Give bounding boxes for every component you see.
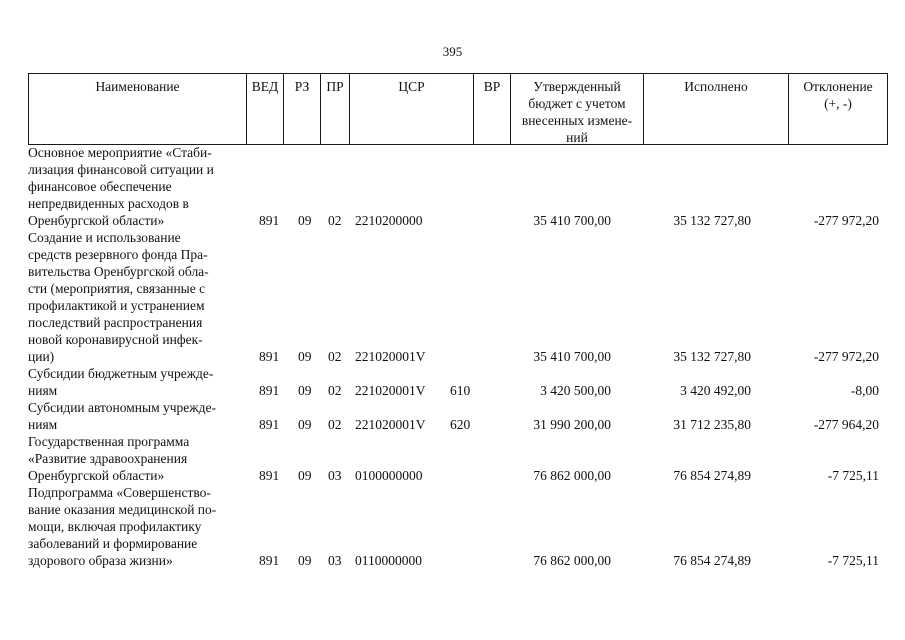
column-header-ved: ВЕД — [247, 74, 284, 144]
row-csr: 221020001V — [355, 417, 426, 432]
table-row — [0, 365, 905, 399]
column-header-vr: ВР — [474, 74, 511, 144]
row-ved: 891 — [259, 349, 280, 364]
row-csr: 0100000000 — [355, 468, 423, 483]
row-deviation: -8,00 — [850, 383, 879, 398]
row-rz: 09 — [298, 383, 312, 398]
row-rz: 09 — [298, 553, 312, 568]
row-pr: 03 — [328, 468, 342, 483]
row-executed: 76 854 274,89 — [673, 553, 751, 568]
row-pr: 02 — [328, 383, 342, 398]
table-header — [28, 73, 888, 145]
table-row — [0, 229, 905, 365]
row-csr: 2210200000 — [355, 213, 423, 228]
row-csr: 0110000000 — [355, 553, 422, 568]
row-csr: 221020001V — [355, 349, 426, 364]
row-rz: 09 — [298, 468, 312, 483]
row-executed: 76 854 274,89 — [673, 468, 751, 483]
row-ved: 891 — [259, 468, 280, 483]
row-name: Подпрограмма «Совершенство- вание оказания медицинской по- мощи, включая профилактику заболеваний и формирование здорового образа жизни» — [28, 485, 217, 568]
row-deviation: -277 964,20 — [813, 417, 879, 432]
table-row — [0, 399, 905, 433]
row-approved: 31 990 200,00 — [533, 417, 611, 432]
row-ved: 891 — [259, 213, 280, 228]
row-approved: 35 410 700,00 — [533, 213, 611, 228]
row-deviation: -277 972,20 — [813, 349, 879, 364]
row-deviation: -7 725,11 — [827, 553, 879, 568]
column-header-approved: Утвержденный бюджет с учетом внесенных измене- ний — [511, 74, 644, 144]
row-rz: 09 — [298, 349, 312, 364]
row-executed: 3 420 492,00 — [680, 383, 751, 398]
row-approved: 76 862 000,00 — [533, 553, 611, 568]
row-ved: 891 — [259, 383, 280, 398]
table-row — [0, 433, 905, 484]
row-approved: 35 410 700,00 — [533, 349, 611, 364]
row-rz: 09 — [298, 417, 312, 432]
table-row — [0, 484, 905, 569]
row-name: Субсидии автономным учрежде- ниям — [28, 400, 216, 432]
row-name: Основное мероприятие «Стаби- лизация финансовой ситуации и финансовое обеспечение непредвиденных расходов в Оренбургской области» — [28, 145, 214, 228]
column-header-pr: ПР — [321, 74, 350, 144]
row-csr: 221020001V — [355, 383, 426, 398]
row-ved: 891 — [259, 553, 280, 568]
table-row — [0, 144, 905, 229]
row-vr: 610 — [450, 383, 471, 398]
column-header-csr: ЦСР — [350, 74, 474, 144]
column-header-executed: Исполнено — [644, 74, 789, 144]
row-name: Создание и использование средств резервного фонда Пра- вительства Оренбургской обла- сти (мероприятия, связанные с профилактикой и устранением последствий распространения новой коронавирусной инфек- ции) — [28, 230, 209, 364]
row-name: Государственная программа «Развитие здравоохранения Оренбургской области» — [28, 434, 190, 483]
row-pr: 03 — [328, 553, 342, 568]
row-executed: 35 132 727,80 — [673, 349, 751, 364]
page-number: 395 — [442, 44, 463, 59]
row-approved: 3 420 500,00 — [540, 383, 611, 398]
row-pr: 02 — [328, 349, 342, 364]
row-name: Субсидии бюджетным учрежде- ниям — [28, 366, 214, 398]
row-rz: 09 — [298, 213, 312, 228]
row-pr: 02 — [328, 213, 342, 228]
column-header-deviation: Отклонение (+, -) — [803, 79, 873, 111]
row-pr: 02 — [328, 417, 342, 432]
row-ved: 891 — [259, 417, 280, 432]
column-header-rz: РЗ — [284, 74, 321, 144]
row-executed: 31 712 235,80 — [673, 417, 751, 432]
row-deviation: -7 725,11 — [827, 468, 879, 483]
row-vr: 620 — [450, 417, 471, 432]
column-header-name: Наименование — [29, 74, 247, 144]
row-approved: 76 862 000,00 — [533, 468, 611, 483]
row-deviation: -277 972,20 — [813, 213, 879, 228]
row-executed: 35 132 727,80 — [673, 213, 751, 228]
